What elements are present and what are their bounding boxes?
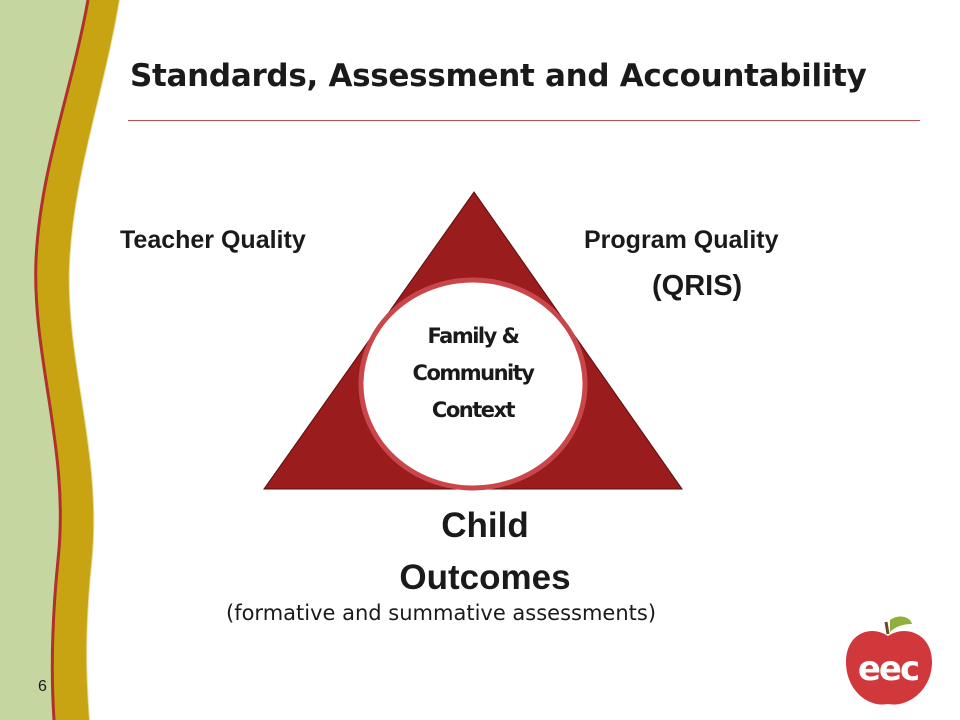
context-line-1: Family & bbox=[427, 324, 519, 348]
context-line-3: Context bbox=[431, 398, 515, 422]
eec-logo-text: eec bbox=[857, 649, 919, 689]
assessments-sublabel: (formative and summative assessments) bbox=[226, 601, 657, 625]
teacher-quality-label: Teacher Quality bbox=[120, 226, 306, 254]
qris-label: (QRIS) bbox=[652, 270, 743, 302]
eec-apple-logo bbox=[840, 612, 940, 712]
program-quality-label: Program Quality bbox=[584, 226, 779, 254]
context-line-2: Community bbox=[412, 361, 534, 385]
child-outcomes-line-2: Outcomes bbox=[399, 558, 571, 597]
context-circle-text bbox=[368, 318, 578, 429]
child-outcomes-line-1: Child bbox=[441, 506, 529, 545]
child-outcomes-label bbox=[360, 500, 610, 604]
slide-title: Standards, Assessment and Accountability bbox=[130, 58, 867, 94]
page-number: 6 bbox=[38, 678, 47, 695]
